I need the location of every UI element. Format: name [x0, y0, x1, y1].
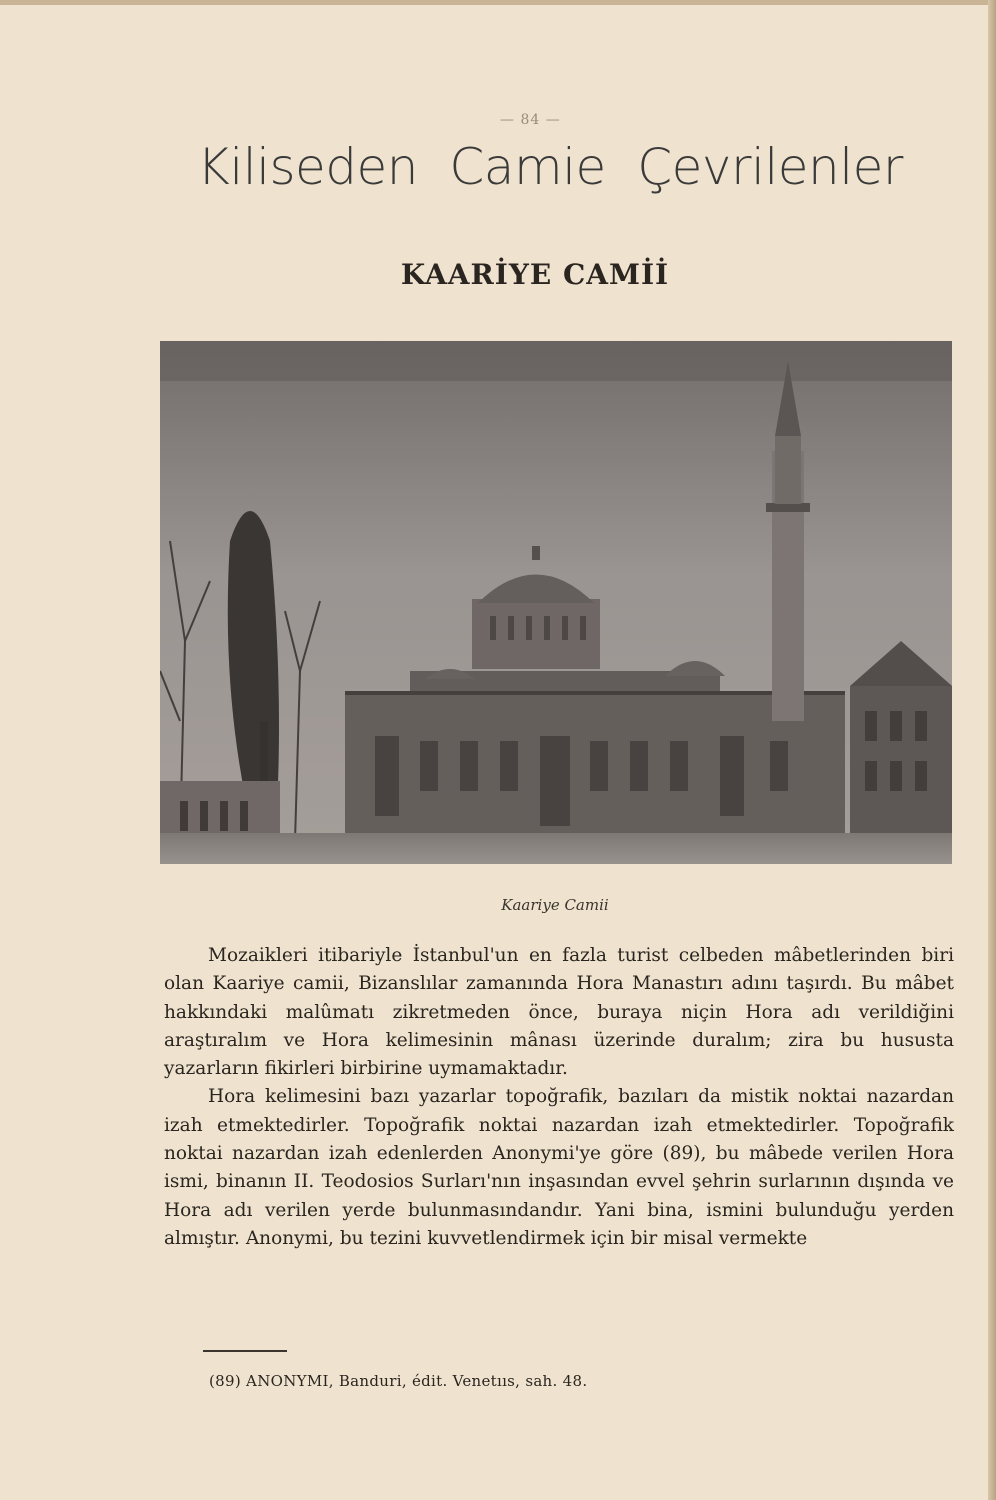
page-top-edge [0, 0, 996, 5]
chapter-title: Kiliseden Camie Çevrilenler [197, 138, 903, 196]
photo-caption: Kaariye Camii [501, 896, 609, 914]
paragraph-2: Hora kelimesini bazı yazarlar topoğrafik, bazıları da mistik noktai nazardan izah etmektedirler. Topoğrafik noktai nazardan izah etmektedirler. Topoğrafik noktai nazardan izah edenlerden Anonymi'ye göre (89), bu mâbede verilen Hora ismi, binanın II. Teodosios Surları'nın inşasından evvel şehrin surlarının dışında ve Hora adı verilen yerde bulunmasındandır. Yani bina, ismini bulunduğu yerden almıştır. Anonymi, bu tezini kuvvetlendirmek için bir misal vermekte [164, 1086, 954, 1249]
page-right-edge [988, 0, 996, 1500]
footnote: (89) ANONYMI, Banduri, édit. Venetııs, sah. 48. [209, 1372, 588, 1390]
mosque-photo-illustration [160, 341, 952, 864]
footnote-rule [203, 1350, 287, 1352]
paragraph-1: Mozaikleri itibariyle İstanbul'un en fazla turist celbeden mâbetlerinden biri olan Kaariye camii, Bizanslılar zamanında Hora Manastırı adını taşırdı. Bu mâbet hakkındaki malûmatı zikretmeden önce, buraya niçin Hora adı verildiğini araştıralım ve Hora kelimesinin mânası üzerinde duralım; zira bu hususta yazarların fikirleri birbirine uymamaktadır. [164, 945, 954, 1080]
body-text [164, 942, 954, 1253]
page-number: — 84 — [500, 112, 561, 128]
section-heading: KAARİYE CAMİİ [400, 258, 670, 291]
mosque-photo [160, 341, 952, 864]
